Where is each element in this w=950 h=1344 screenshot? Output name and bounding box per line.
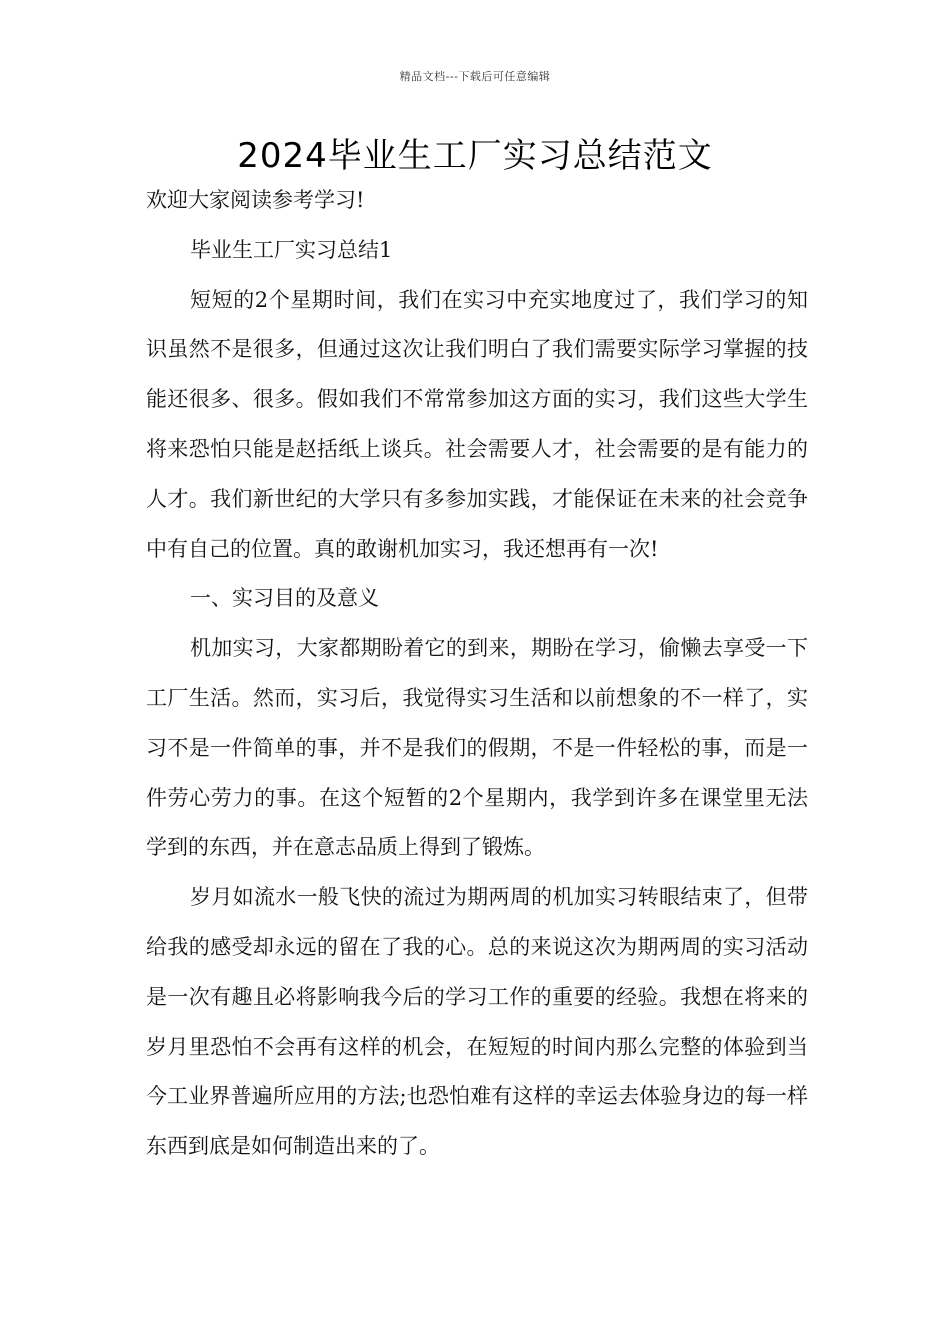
- body-paragraph: 短短的2个星期时间，我们在实习中充实地度过了，我们学习的知识虽然不是很多，但通过这次让我们明白了我们需要实际学习掌握的技能还很多、很多。假如我们不常常参加这方面的实习，我们这些大学生将来恐怕只能是赵括纸上谈兵。社会需要人才，社会需要的是有能力的人才。我们新世纪的大学只有多参加实践，才能保证在未来的社会竞争中有自己的位置。真的敢谢机加实习，我还想再有一次!: [146, 287, 808, 561]
- body-paragraph: 机加实习，大家都期盼着它的到来，期盼在学习，偷懒去享受一下工厂生活。然而，实习后，我觉得实习生活和以前想象的不一样了，实习不是一件简单的事，并不是我们的假期，不是一件轻松的事，而是一件劳心劳力的事。在这个短暂的2个星期内，我学到许多在课堂里无法学到的东西，并在意志品质上得到了锻炼。: [146, 636, 808, 860]
- section-heading: 一、实习目的及意义: [190, 586, 379, 611]
- document-title: 2024毕业生工厂实习总结范文: [237, 136, 713, 176]
- header-note: 精品文档---下载后可任意编辑: [399, 70, 551, 83]
- document-body: [146, 176, 808, 1172]
- intro-paragraph: 欢迎大家阅读参考学习!: [146, 188, 365, 212]
- body-paragraph: 岁月如流水一般飞快的流过为期两周的机加实习转眼结束了，但带给我的感受却永远的留在了我的心。总的来说这次为期两周的实习活动是一次有趣且必将影响我今后的学习工作的重要的经验。我想在将来的岁月里恐怕不会再有这样的机会，在短短的时间内那么完整的体验到当今工业界普遍所应用的方法;也恐怕难有这样的幸运去体验身边的每一样东西到底是如何制造出来的了。: [146, 885, 808, 1159]
- section-heading: 毕业生工厂实习总结1: [190, 237, 393, 262]
